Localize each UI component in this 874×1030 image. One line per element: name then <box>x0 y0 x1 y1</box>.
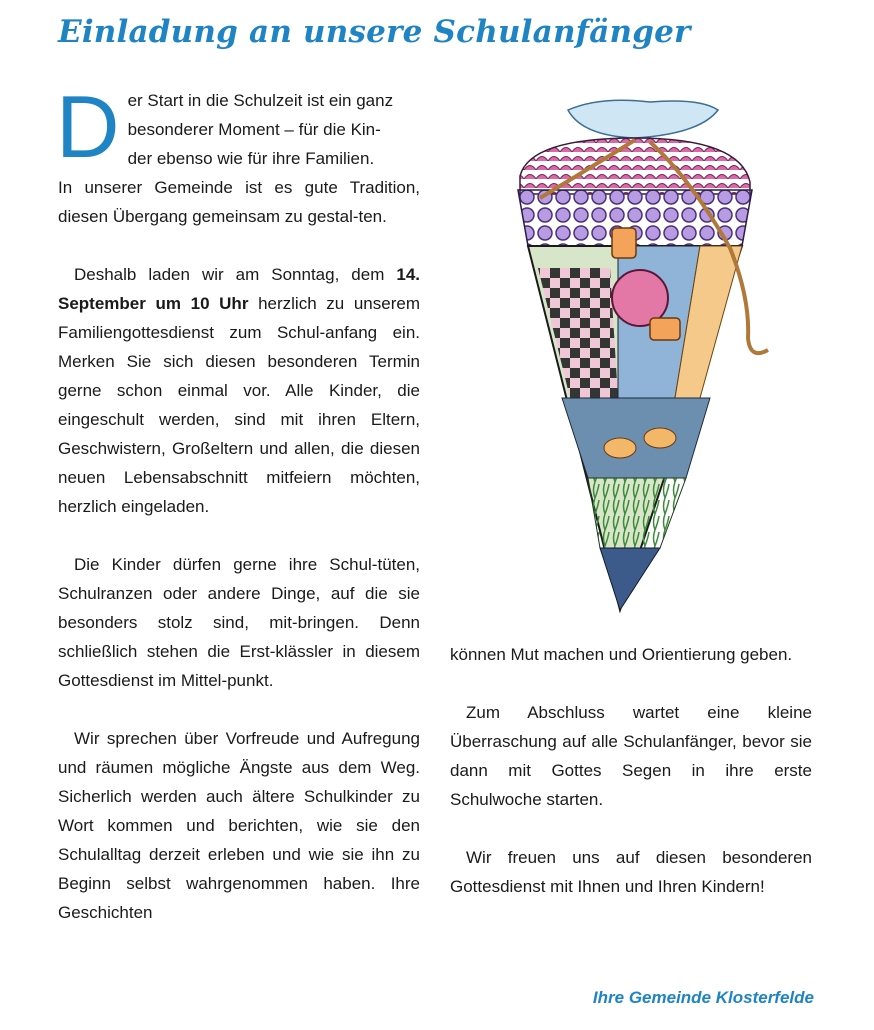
closing-paragraph: Wir freuen uns auf diesen besonderen Gottesdienst mit Ihnen und Ihren Kindern! <box>450 848 812 896</box>
bring-paragraph: Die Kinder dürfen gerne ihre Schul-tüten, Schulranzen oder andere Dinge, auf die sie besonders stolz sind, mit-bringen. Denn schließlich stehen die Erst-klässler in diesem Gottesdienst im Mittel-punkt. <box>58 555 420 690</box>
intro-paragraph <box>56 77 420 231</box>
invite-text-after: herzlich zu unserem Familiengottesdienst zum Schul-anfang ein. Merken Sie sich diesen besonderen Termin gerne schon einmal vor. Alle Kinder, die eingeschult werden, sind mit ihren Eltern, Geschwistern, Großeltern und allen, die diesen neuen Lebensabschnitt mitfeiern möchten, herzlich eingeladen. <box>58 294 420 516</box>
right-column <box>450 640 812 901</box>
school-cone-illustration <box>500 98 770 613</box>
drop-cap: D <box>56 77 120 176</box>
page-title: Einladung an unsere Schulanfänger <box>58 14 691 50</box>
invite-text-before: Deshalb laden wir am Sonntag, dem <box>74 265 397 284</box>
intro-rest: In unserer Gemeinde ist es gute Tradition, diesen Übergang gemeinsam zu gestal-ten. <box>58 178 420 226</box>
invite-paragraph <box>58 260 420 521</box>
intro-line-1: er Start in die Schulzeit ist ein ganz <box>127 91 394 110</box>
talk-paragraph: Wir sprechen über Vorfreude und Aufregung und räumen mögliche Ängste aus dem Weg. Sicherlich werden auch ältere Schulkinder zu Wort kommen und berichten, wie sie den Schulalltag derzeit erleben und wie sie ihn zu Beginn selbst wahrgenommen haben. Ihre Geschichten <box>58 729 420 922</box>
talk-continued: können Mut machen und Orientierung geben. <box>450 645 793 664</box>
intro-line-2: besonderer Moment – für die Kin- <box>127 120 381 139</box>
signature: Ihre Gemeinde Klosterfelde <box>592 988 814 1007</box>
left-column <box>56 77 420 927</box>
intro-line-3: der ebenso wie für ihre Familien. <box>127 149 375 168</box>
ending-paragraph: Zum Abschluss wartet eine kleine Überraschung auf alle Schulanfänger, bevor sie dann mit Gottes Segen in ihre erste Schulwoche starten. <box>450 703 812 809</box>
invite-date: 14. September um 10 Uhr <box>58 265 420 313</box>
